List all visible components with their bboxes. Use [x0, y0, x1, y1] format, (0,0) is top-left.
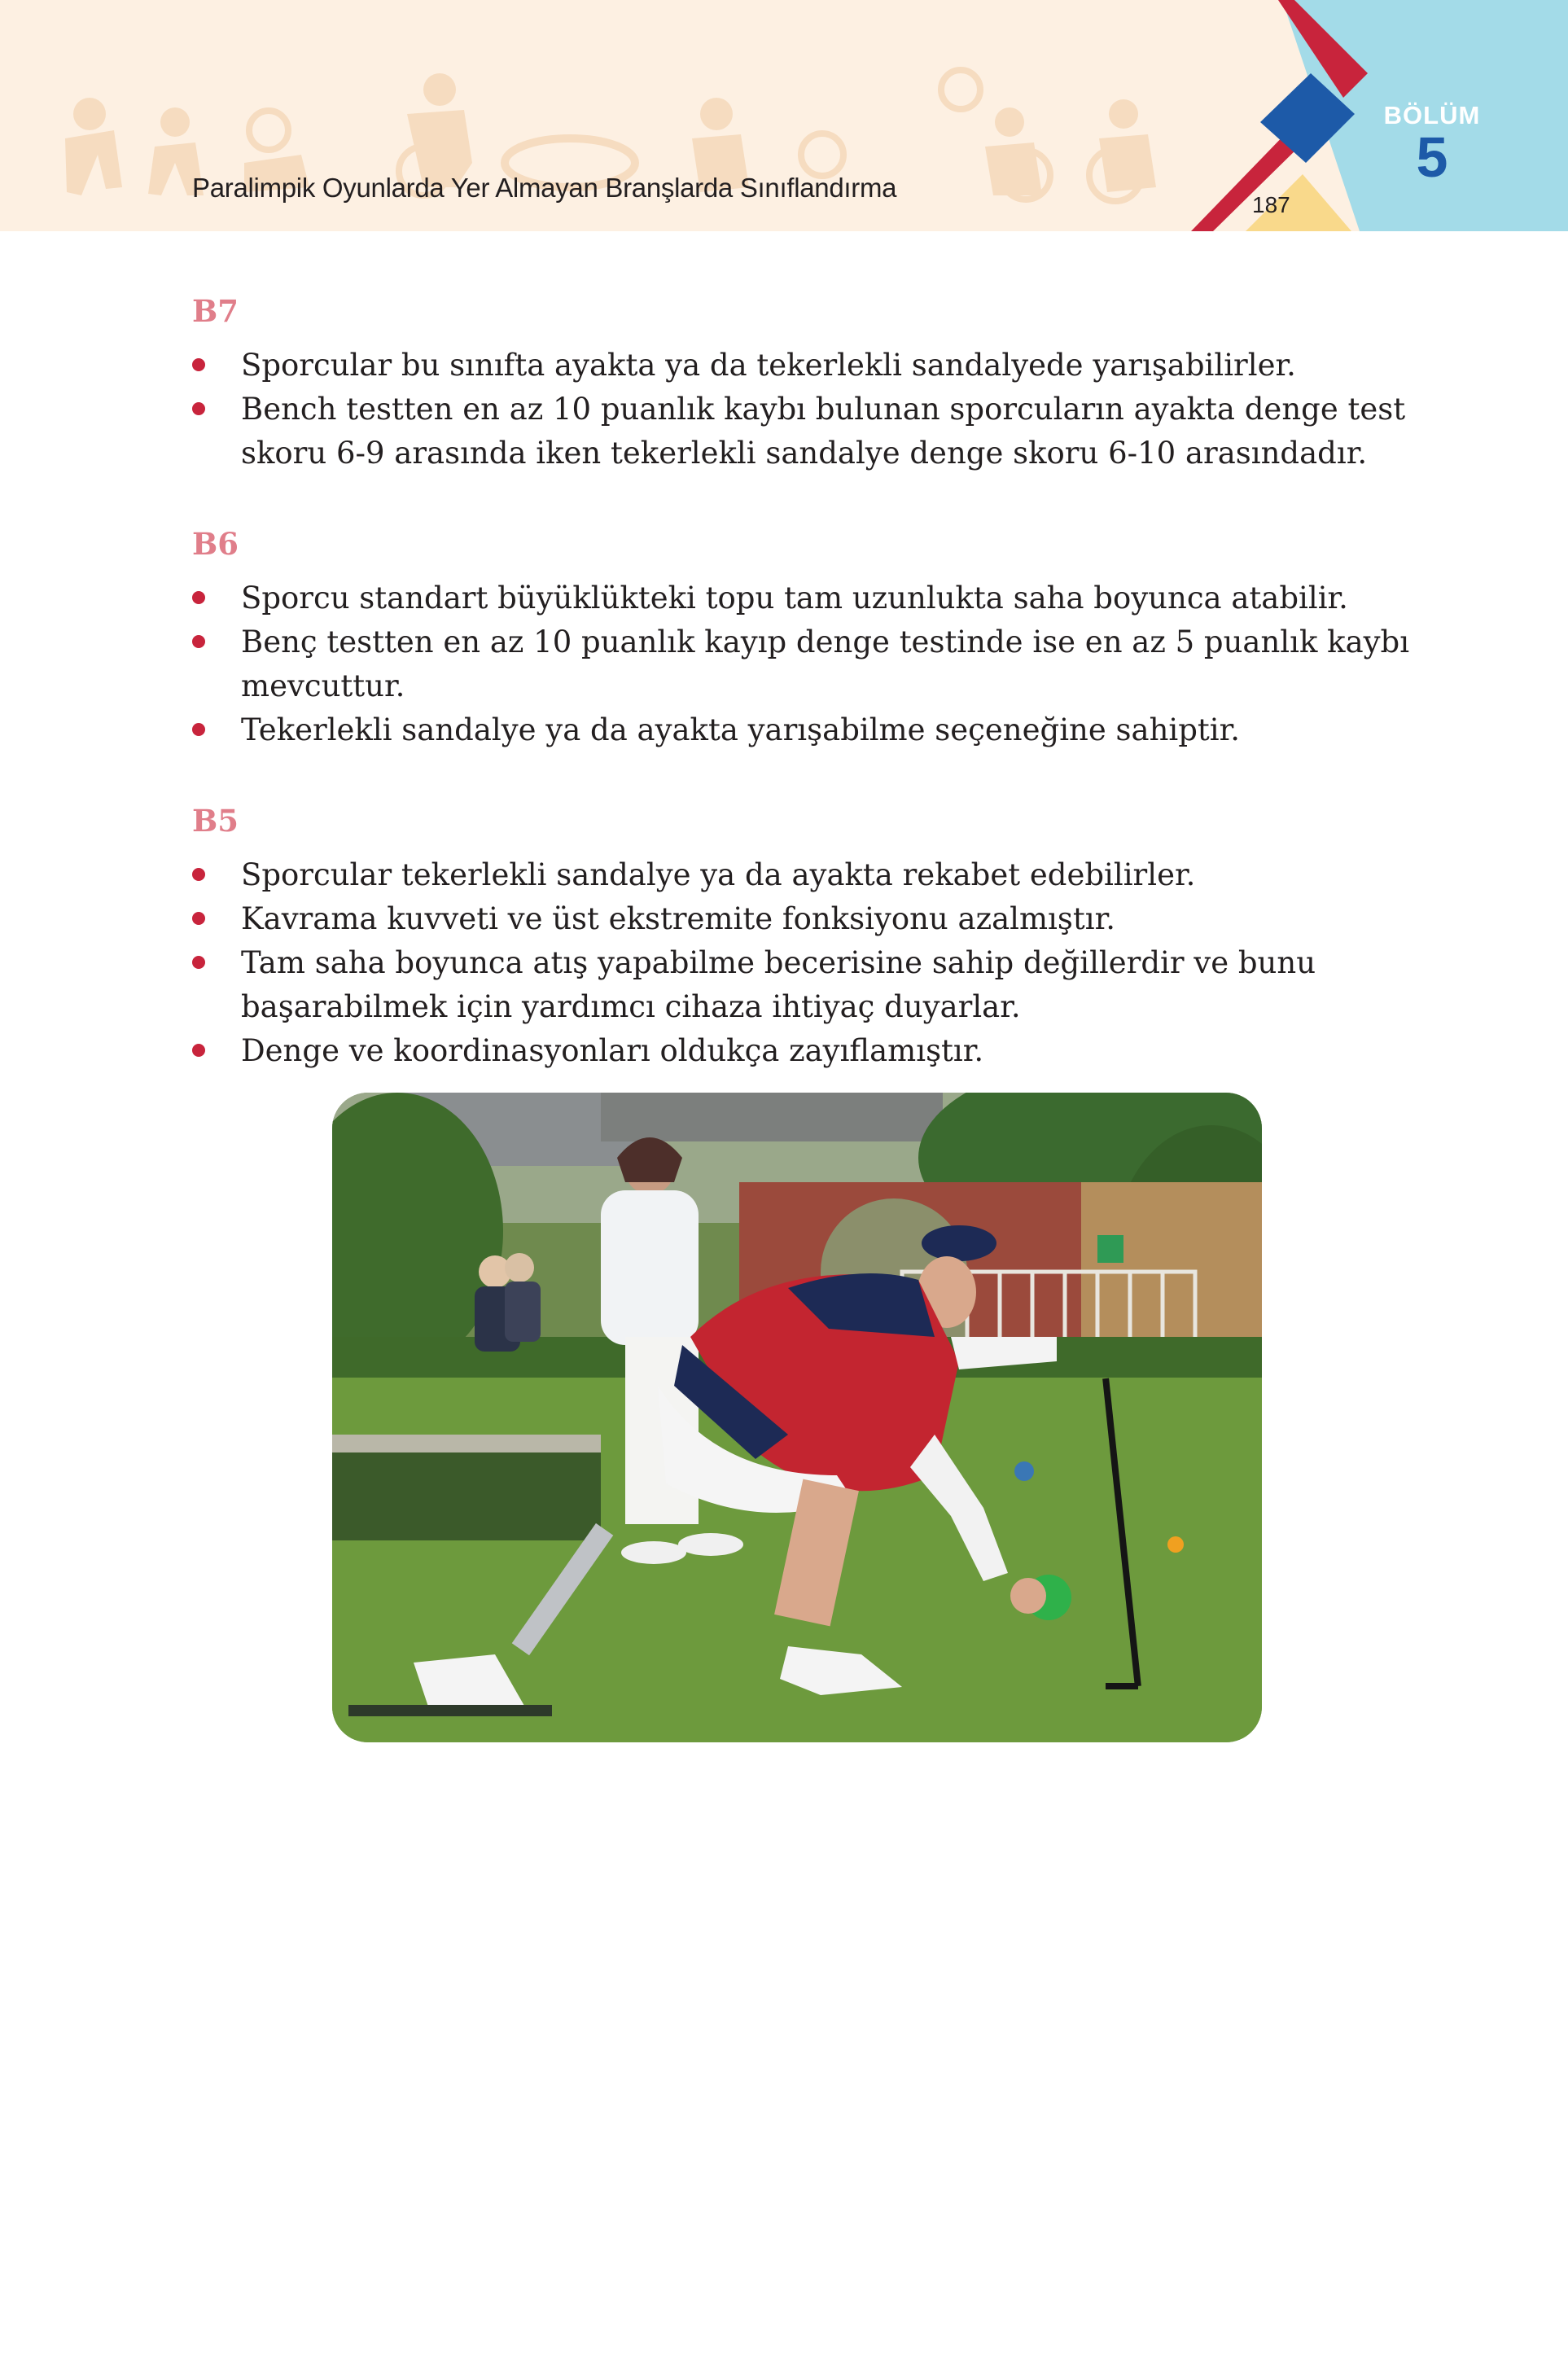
- photo-illustration: [332, 1093, 1262, 1742]
- bullet-list: [192, 853, 1413, 1073]
- bullet-icon: [192, 635, 205, 648]
- bullet-text: Tekerlekli sandalye ya da ayakta yarışabilme seçeneğine sahiptir.: [241, 712, 1240, 747]
- running-title: Paralimpik Oyunlarda Yer Almayan Branşlarda Sınıflandırma: [192, 173, 897, 203]
- list-item: [192, 388, 1413, 475]
- bullet-icon: [192, 912, 205, 925]
- bullet-text: Benç testten en az 10 puanlık kayıp denge testinde ise en az 5 puanlık kaybı mevcuttur.: [241, 624, 1410, 703]
- bullet-list: [192, 344, 1413, 475]
- bullet-icon: [192, 723, 205, 736]
- main-content: [192, 293, 1413, 1124]
- list-item: [192, 344, 1413, 388]
- bullet-icon: [192, 402, 205, 415]
- section-heading: B5: [192, 803, 239, 839]
- section-b6: [192, 526, 1413, 752]
- list-item: [192, 708, 1413, 752]
- bullet-icon: [192, 591, 205, 604]
- bullet-icon: [192, 956, 205, 969]
- chapter-label: BÖLÜM: [1383, 101, 1481, 129]
- section-heading: B7: [192, 293, 239, 329]
- bullet-text: Tam saha boyunca atış yapabilme becerisine sahip değillerdir ve bunu başarabilmek için yardımcı cihaza ihtiyaç duyarlar.: [241, 945, 1316, 1024]
- list-item: [192, 897, 1413, 941]
- bullet-text: Sporcular tekerlekli sandalye ya da ayakta rekabet edebilirler.: [241, 857, 1196, 892]
- chapter-number: 5: [1416, 125, 1448, 189]
- list-item: [192, 853, 1413, 897]
- bullet-icon: [192, 1044, 205, 1057]
- bullet-text: Sporcular bu sınıfta ayakta ya da tekerlekli sandalyede yarışabilirler.: [241, 348, 1296, 383]
- list-item: [192, 576, 1413, 620]
- page-number: 187: [1252, 192, 1290, 217]
- bullet-text: Kavrama kuvveti ve üst ekstremite fonksiyonu azalmıştır.: [241, 901, 1115, 936]
- section-b5: [192, 803, 1413, 1073]
- lawn-bowls-photo: [332, 1093, 1262, 1742]
- list-item: [192, 620, 1413, 708]
- bullet-text: Sporcu standart büyüklükteki topu tam uzunlukta saha boyunca atabilir.: [241, 581, 1348, 616]
- bullet-icon: [192, 868, 205, 881]
- section-b7: [192, 293, 1413, 475]
- bullet-icon: [192, 358, 205, 371]
- list-item: [192, 941, 1413, 1029]
- page-header: [0, 0, 1568, 231]
- bullet-text: Bench testten en az 10 puanlık kaybı bulunan sporcuların ayakta denge test skoru 6-9 arasında iken tekerlekli sandalye denge skoru 6-10 arasındadır.: [241, 392, 1406, 471]
- section-heading: B6: [192, 526, 239, 562]
- list-item: [192, 1029, 1413, 1073]
- bullet-list: [192, 576, 1413, 752]
- bullet-text: Denge ve koordinasyonları oldukça zayıflamıştır.: [241, 1033, 984, 1068]
